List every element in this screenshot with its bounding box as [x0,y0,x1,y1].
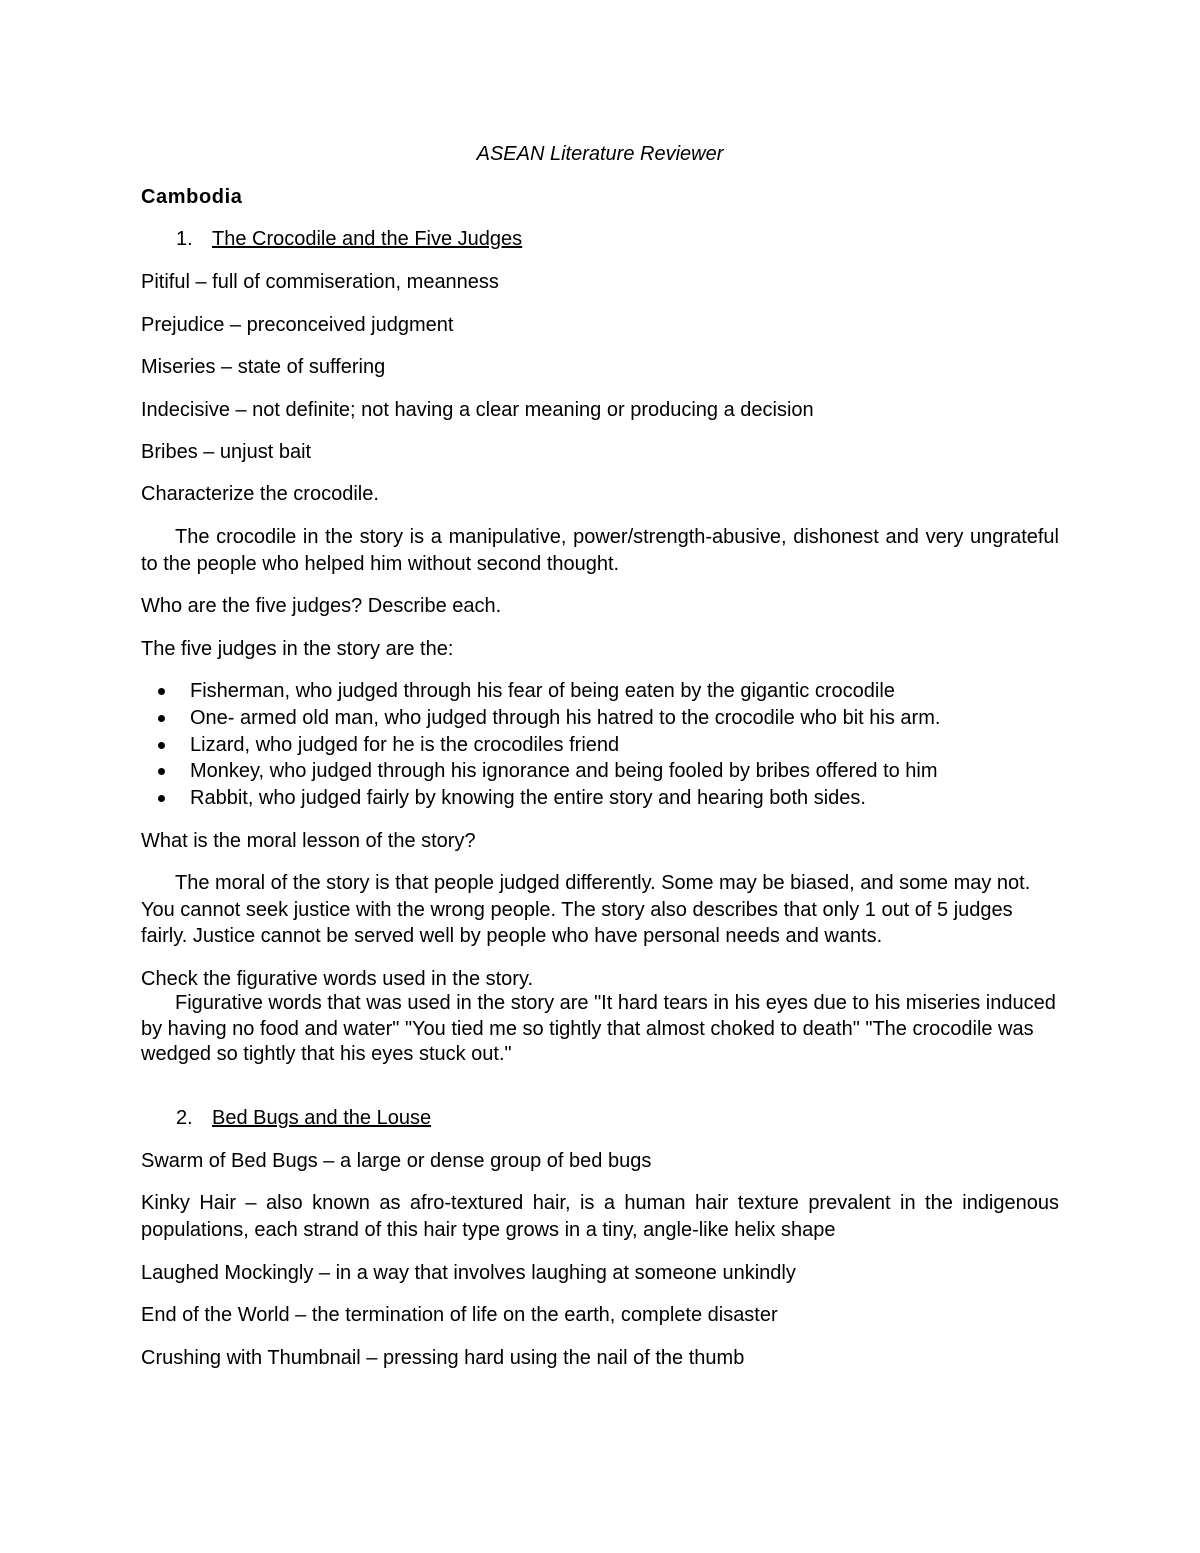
vocab-entry: Prejudice – preconceived judgment [141,314,454,336]
vocab-entry: Crushing with Thumbnail – pressing hard using the nail of the thumb [141,1347,745,1369]
story-number: 2. [176,1107,193,1129]
judges-list [141,678,1059,812]
bullet-icon [158,768,165,775]
answer-paragraph: The moral of the story is that people judged differently. Some may be biased, and some may not. You cannot seek justice with the wrong people. The story also describes that only 1 out of 5 judges fairly. Justice cannot be served well by people who have personal needs and wants. [141,872,1031,947]
answer-paragraph: Figurative words that was used in the story are "It hard tears in his eyes due to his miseries induced by having no food and water" "You tied me so tightly that almost choked to death" "The crocodile was wedged so tightly that his eyes stuck out." [141,992,1056,1065]
list-item-text: Monkey, who judged through his ignorance and being fooled by bribes offered to him [190,760,938,783]
answer-paragraph: The crocodile in the story is a manipulative, power/strength-abusive, dishonest and very ungrateful to the people who helped him without second thought. [141,526,1059,575]
list-item [141,678,1059,705]
question-text: What is the moral lesson of the story? [141,830,476,852]
story-heading-2 [176,1105,431,1131]
story-number: 1. [176,228,193,250]
list-item [141,785,1059,812]
question-text: Check the figurative words used in the story. [141,968,534,990]
answer-intro: The five judges in the story are the: [141,638,454,660]
vocab-entry: End of the World – the termination of life on the earth, complete disaster [141,1304,778,1326]
vocab-entry: Swarm of Bed Bugs – a large or dense group of bed bugs [141,1150,652,1172]
list-item [141,705,1059,732]
bullet-icon [158,742,165,749]
vocab-entry: Kinky Hair – also known as afro-textured hair, is a human hair texture prevalent in the indigenous populations, each strand of this hair type grows in a tiny, angle-like helix shape [141,1192,1059,1241]
vocab-entry: Indecisive – not definite; not having a clear meaning or producing a decision [141,399,814,421]
story-title: The Crocodile and the Five Judges [212,228,523,250]
story-heading-1 [176,226,522,252]
vocab-entry: Laughed Mockingly – in a way that involves laughing at someone unkindly [141,1262,796,1284]
bullet-icon [158,715,165,722]
question-text: Who are the five judges? Describe each. [141,595,502,617]
question-text: Characterize the crocodile. [141,483,379,505]
story-title: Bed Bugs and the Louse [212,1107,432,1129]
vocab-entry: Bribes – unjust bait [141,441,312,463]
list-item-text: Rabbit, who judged fairly by knowing the entire story and hearing both sides. [190,787,866,810]
vocab-entry: Pitiful – full of commiseration, meanness [141,271,499,293]
list-item-text: Lizard, who judged for he is the crocodiles friend [190,733,620,756]
section-heading: Cambodia [141,186,243,208]
vocab-entry: Miseries – state of suffering [141,356,386,378]
document-title: ASEAN Literature Reviewer [476,143,724,165]
bullet-icon [158,688,165,695]
list-item-text: One- armed old man, who judged through his hatred to the crocodile who bit his arm. [190,706,941,729]
list-item [141,758,1059,785]
list-item-text: Fisherman, who judged through his fear of being eaten by the gigantic crocodile [190,680,895,702]
list-item [141,732,1059,759]
bullet-icon [158,795,165,802]
